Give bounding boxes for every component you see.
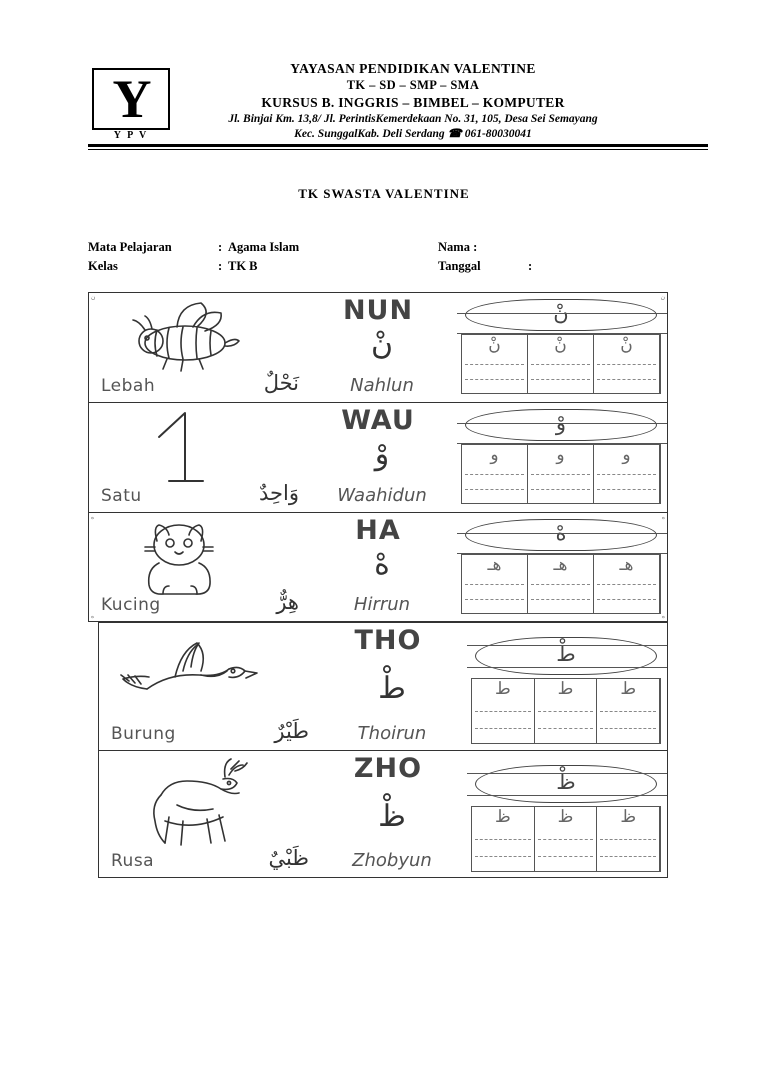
worksheet-page [0, 60, 768, 1084]
letter-cell [307, 293, 457, 402]
bubble-letter: طْ [556, 642, 576, 666]
bubble-letter: هْ [555, 521, 567, 545]
picture-label: Rusa [111, 851, 155, 871]
cat-icon [107, 517, 257, 595]
corner-mark-top-right: ه [661, 515, 665, 521]
tracing-ghost-letter: و [556, 445, 565, 464]
meta-block [88, 238, 768, 276]
bubble-letter: نْ [553, 301, 569, 325]
school-levels: TK – SD – SMP – SMA [346, 78, 480, 92]
tracing-cell[interactable] [472, 807, 535, 871]
corner-mark-bottom-left: ه [91, 614, 95, 620]
practice-cell[interactable] [457, 513, 667, 621]
picture-cell [99, 751, 317, 877]
transliteration: Nahlun [350, 375, 414, 396]
class-value: TK B [228, 259, 258, 273]
student-name-label: Nama : [438, 240, 478, 254]
letter-cell [317, 623, 467, 750]
letter-glyph: ظْ [378, 800, 406, 833]
number-one-icon [107, 407, 257, 485]
arabic-word: وَاحِدٌ [259, 481, 299, 505]
letter-cell [317, 751, 467, 877]
letter-name: WAU [341, 405, 415, 436]
tracing-grid[interactable] [461, 334, 661, 394]
bubble-letter: وْ [555, 411, 567, 435]
tracing-grid[interactable] [461, 444, 661, 504]
corner-mark-top-left: ن [91, 295, 96, 301]
corner-mark-top-left: ه [91, 515, 95, 521]
letter-name: ZHO [353, 753, 423, 784]
letter-glyph: طْ [378, 672, 406, 705]
tracing-ghost-letter: نْ [488, 335, 501, 354]
class-label: Kelas [88, 259, 118, 273]
subject-colon: : [218, 240, 223, 254]
tracing-cell[interactable] [462, 445, 528, 503]
arabic-word: طَيْرٌ [274, 719, 309, 743]
tracing-ghost-letter: ط [557, 679, 574, 698]
tracing-cell[interactable] [597, 807, 660, 871]
worksheet-row [88, 402, 668, 512]
worksheet [88, 292, 668, 878]
letter-name: THO [354, 625, 422, 656]
tracing-cell[interactable] [462, 555, 528, 613]
arabic-word: ظَبْيٌ [268, 846, 309, 870]
deer-icon [117, 755, 267, 847]
tracing-grid[interactable] [471, 678, 661, 744]
letter-bubble [465, 409, 657, 441]
letter-name: NUN [342, 295, 414, 326]
worksheet-row [88, 512, 668, 622]
tracing-cell[interactable] [528, 335, 594, 393]
logo-letter: Y [112, 69, 150, 129]
letter-bubble [475, 637, 657, 675]
tracing-ghost-letter: ظ [557, 807, 574, 826]
tracing-ghost-letter: نْ [620, 335, 633, 354]
tracing-cell[interactable] [594, 445, 660, 503]
letter-cell [307, 513, 457, 621]
tracing-cell[interactable] [594, 555, 660, 613]
date-label: Tanggal [438, 259, 481, 273]
tracing-ghost-letter: نْ [554, 335, 567, 354]
tracing-ghost-letter: هـ [619, 555, 634, 574]
worksheet-row [88, 292, 668, 402]
bird-icon [117, 627, 267, 719]
worksheet-row [98, 622, 668, 750]
picture-cell [89, 293, 307, 402]
picture-label: Burung [111, 724, 176, 744]
letter-cell [307, 403, 457, 512]
picture-cell [89, 403, 307, 512]
class-colon: : [218, 259, 223, 273]
tracing-cell[interactable] [462, 335, 528, 393]
tracing-cell[interactable] [535, 807, 598, 871]
corner-mark-bottom-right: ه [661, 614, 665, 620]
worksheet-row [98, 750, 668, 878]
practice-cell[interactable] [457, 293, 667, 402]
picture-cell [99, 623, 317, 750]
picture-label: Satu [101, 486, 142, 506]
bee-icon [107, 297, 257, 375]
practice-cell[interactable] [457, 403, 667, 512]
school-logo [92, 68, 170, 130]
address-line-2: Kec. SunggalKab. Deli Serdang ☎ 061-80030041 [294, 128, 532, 140]
practice-cell[interactable] [467, 751, 667, 877]
picture-label: Kucing [101, 595, 161, 615]
arabic-word: هِرٌّ [276, 590, 299, 614]
transliteration: Zhobyun [352, 850, 432, 871]
tracing-ghost-letter: ظ [494, 807, 511, 826]
subject-label: Mata Pelajaran [88, 240, 172, 254]
tracing-ghost-letter: ط [620, 679, 637, 698]
letter-name: HA [355, 515, 401, 546]
tracing-grid[interactable] [461, 554, 661, 614]
tracing-cell[interactable] [528, 555, 594, 613]
date-colon: : [528, 259, 533, 273]
courses-line: KURSUS B. INGGRIS – BIMBEL – KOMPUTER [261, 95, 565, 110]
arabic-word: نَحْلٌ [263, 371, 299, 395]
logo-caption: Y P V [113, 130, 149, 141]
tracing-ghost-letter: و [622, 445, 631, 464]
tracing-ghost-letter: و [490, 445, 499, 464]
letterhead [88, 60, 708, 142]
foundation-name: YAYASAN PENDIDIKAN VALENTINE [290, 61, 536, 76]
letter-bubble [475, 765, 657, 803]
tracing-cell[interactable] [535, 679, 598, 743]
tracing-cell[interactable] [594, 335, 660, 393]
letter-glyph: وْ [374, 438, 390, 471]
letter-bubble [465, 299, 657, 331]
tracing-ghost-letter: هـ [553, 555, 568, 574]
corner-mark-top-right: ن [660, 295, 665, 301]
address-line-1: Jl. Binjai Km. 13,8/ Jl. PerintisKemerdekaan No. 31, 105, Desa Sei Semayang [228, 113, 598, 125]
header-divider [88, 144, 708, 150]
bubble-letter: ظْ [556, 770, 576, 794]
transliteration: Waahidun [337, 485, 427, 506]
tracing-grid[interactable] [471, 806, 661, 872]
page-title: TK SWASTA VALENTINE [298, 186, 470, 201]
subject-value: Agama Islam [228, 240, 300, 254]
meta-row-class [88, 257, 768, 276]
letter-glyph: هْ [374, 548, 390, 581]
meta-row-subject [88, 238, 768, 257]
tracing-ghost-letter: ط [494, 679, 511, 698]
picture-cell [89, 513, 307, 621]
tracing-cell[interactable] [597, 679, 660, 743]
letterhead-text [88, 60, 708, 142]
transliteration: Hirrun [353, 594, 411, 615]
picture-label: Lebah [101, 376, 156, 396]
tracing-cell[interactable] [528, 445, 594, 503]
transliteration: Thoirun [357, 723, 427, 744]
tracing-ghost-letter: هـ [487, 555, 502, 574]
letter-bubble [465, 519, 657, 551]
letter-glyph: نْ [370, 328, 394, 361]
tracing-ghost-letter: ظ [620, 807, 637, 826]
practice-cell[interactable] [467, 623, 667, 750]
tracing-cell[interactable] [472, 679, 535, 743]
